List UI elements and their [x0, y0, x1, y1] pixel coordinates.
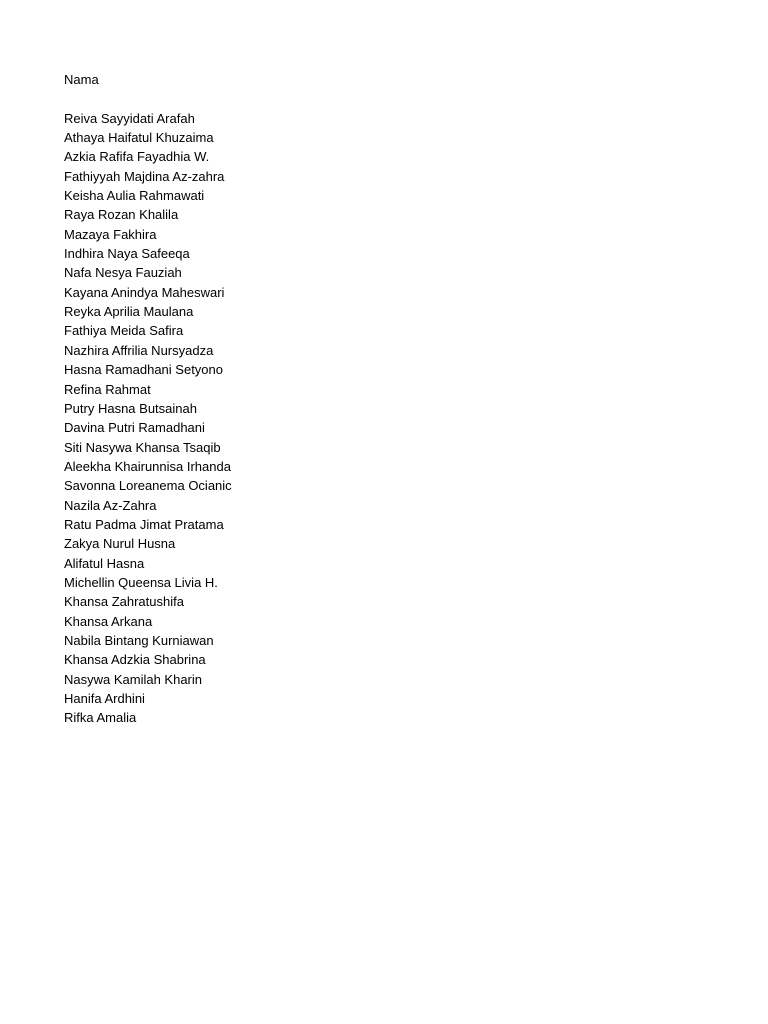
list-item: Davina Putri Ramadhani — [64, 420, 205, 436]
list-item: Aleekha Khairunnisa Irhanda — [64, 458, 231, 474]
list-item: Khansa Adzkia Shabrina — [64, 652, 206, 668]
list-item: Rifka Amalia — [64, 710, 137, 726]
list-item: Putry Hasna Butsainah — [64, 400, 197, 416]
list-item: Ratu Padma Jimat Pratama — [64, 516, 224, 532]
list-item: Nazhira Affrilia Nursyadza — [64, 342, 214, 358]
list-item: Refina Rahmat — [64, 381, 151, 397]
list-item: Hasna Ramadhani Setyono — [64, 362, 223, 378]
name-list — [64, 109, 704, 728]
list-item: Khansa Zahratushifa — [64, 594, 184, 610]
document-body — [64, 70, 704, 728]
list-item: Raya Rozan Khalila — [64, 207, 179, 223]
list-item: Michellin Queensa Livia H. — [64, 574, 218, 590]
list-item: Nasywa Kamilah Kharin — [64, 671, 203, 687]
list-item: Siti Nasywa Khansa Tsaqib — [64, 439, 221, 455]
list-item: Hanifa Ardhini — [64, 691, 145, 706]
column-heading: Nama — [64, 72, 99, 87]
blank-line — [64, 89, 704, 108]
list-item: Fathiyyah Majdina Az-zahra — [64, 168, 225, 184]
list-item: Fathiya Meida Safira — [64, 323, 184, 339]
list-item: Nabila Bintang Kurniawan — [64, 632, 214, 648]
list-item: Alifatul Hasna — [64, 555, 145, 571]
list-item: Azkia Rafifa Fayadhia W. — [64, 149, 210, 165]
list-item: Reyka Aprilia Maulana — [64, 304, 194, 320]
list-item: Athaya Haifatul Khuzaima — [64, 130, 214, 146]
list-item: Nazila Az-Zahra — [64, 497, 157, 513]
list-item: Kayana Anindya Maheswari — [64, 284, 225, 300]
list-item: Reiva Sayyidati Arafah — [64, 110, 195, 126]
list-item: Zakya Nurul Husna — [64, 536, 176, 552]
list-item: Mazaya Fakhira — [64, 226, 157, 242]
list-item: Khansa Arkana — [64, 613, 153, 629]
list-item: Savonna Loreanema Ocianic — [64, 478, 232, 494]
list-item: Keisha Aulia Rahmawati — [64, 188, 205, 204]
list-item: Nafa Nesya Fauziah — [64, 265, 182, 281]
list-item: Indhira Naya Safeeqa — [64, 246, 190, 262]
